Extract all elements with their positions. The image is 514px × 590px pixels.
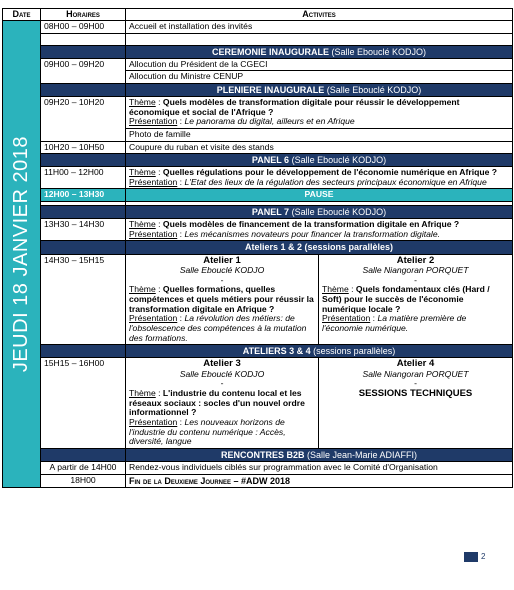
section-sub: (sessions parallèles) <box>304 242 394 253</box>
section-rencontres <box>126 448 513 461</box>
presentation-text: Le panorama du digital, ailleurs et en Afrique <box>184 116 355 127</box>
presentation-label: Présentation <box>129 416 178 427</box>
row-fin <box>3 474 513 487</box>
header-date: Date <box>3 9 41 21</box>
theme-text: Quels modèles de financement de la transformation digitale en Afrique ? <box>162 219 460 230</box>
row-panel6 <box>3 154 513 167</box>
header-row <box>3 9 513 21</box>
section-title: Ateliers 1 & 2 <box>244 242 302 253</box>
time-panel7: 13H30 – 14H30 <box>41 219 126 241</box>
atelier-3: Atelier 3 Salle Ebouclé KODJO - Thème : L'industrie du contenu local et les réseaux sociaux : socles d'un nouvel ordre informationnel ? Présentation : Les nouveaux horizons de l'industrie du contenu numérique : Accès, diversité, langue <box>126 358 319 449</box>
row-panel7-session <box>3 219 513 241</box>
theme-label: Thème <box>129 167 156 178</box>
atelier-text: SESSIONS TECHNIQUES <box>358 388 473 400</box>
activity-pause: PAUSE <box>126 189 513 202</box>
day-label: JEUDI 18 JANVIER 2018 <box>10 135 33 372</box>
theme-label: Thème <box>129 219 156 230</box>
activity-coupure: Coupure du ruban et visite des stands <box>126 141 513 154</box>
activity-rdv: Rendez-vous individuels ciblés sur programmation avec le Comité d'Organisation <box>126 461 513 474</box>
atelier-4 <box>319 358 513 449</box>
row-ateliers34-session <box>3 358 513 449</box>
section-title: ATELIERS 3 & 4 <box>242 346 311 357</box>
activity-fin: Fin de la Deuxieme Journee – #ADW 2018 <box>126 474 513 487</box>
theme-label: Thème <box>129 284 156 295</box>
time-alloc: 09H00 – 09H20 <box>41 58 126 83</box>
presentation-text: Les nouveaux horizons de l'industrie du contenu numérique : Accès, diversité, langue <box>129 416 286 447</box>
presentation-text: La matière première de l'économie numérique. <box>322 313 467 333</box>
section-room: (Salle Ebouclé KODJO) <box>326 84 422 95</box>
theme-text: Quels fondamentaux clés (Hard / Soft) pour le succès de l'économie numérique locale ? <box>322 284 490 314</box>
activity-accueil: Accueil et installation des invités <box>126 21 513 34</box>
activity-panel6: Thème : Quelles régulations pour le développement de l'économie numérique en Afrique ? Présentation : L'Etat des lieux de la régulation des secteurs principaux économique en Afrique <box>126 167 513 189</box>
theme-label: Thème <box>322 284 349 295</box>
section-pleniere <box>126 83 513 96</box>
time-panel6: 11H00 – 12H00 <box>41 167 126 189</box>
section-title: CEREMONIE INAUGURALE <box>211 46 329 57</box>
presentation-text: L'Etat des lieux de la régulation des secteurs principaux économique en Afrique <box>184 176 487 187</box>
atelier-dash: - <box>220 274 224 285</box>
section-room: (Salle Ebouclé KODJO) <box>331 46 427 57</box>
presentation-text: La révolution des métiers: de l'obsolescence des compétences à la mutation des formations. <box>129 313 307 343</box>
atelier-title: Atelier 1 <box>203 254 241 266</box>
section-title: PANEL 7 <box>251 207 290 218</box>
activity-alloc2: Allocution du Ministre CENUP <box>126 71 513 84</box>
row-accueil <box>3 21 513 34</box>
row-panel7 <box>3 206 513 219</box>
presentation-label: Présentation <box>129 116 178 127</box>
programme-table <box>2 8 513 488</box>
section-title: PANEL 6 <box>251 155 290 166</box>
section-ceremonie <box>126 45 513 58</box>
row-rdv <box>3 461 513 474</box>
row-ateliers12 <box>3 241 513 254</box>
section-room: (Salle Ebouclé KODJO) <box>291 155 387 166</box>
atelier-title: Atelier 4 <box>396 358 435 370</box>
atelier-title: Atelier 3 <box>203 358 241 370</box>
atelier-1: Atelier 1 Salle Ebouclé KODJO - Thème : Quelles formations, quelles compétences et quels métiers pour réussir la transformation digitale en Afrique ? Présentation : La révolution des métiers: de l'obsolescence des compétences à la mutation des formations. <box>126 254 319 345</box>
theme-label: Thème <box>129 388 156 399</box>
section-title: PLENIERE INAUGURALE <box>216 84 325 95</box>
time-rdv: A partir de 14H00 <box>41 461 126 474</box>
header-horaires: Horaires <box>41 9 126 21</box>
section-sub: (sessions parallèles) <box>313 346 396 357</box>
row-rencontres <box>3 448 513 461</box>
row-alloc1 <box>3 58 513 71</box>
presentation-label: Présentation <box>129 176 178 187</box>
time-fin: 18H00 <box>41 474 126 487</box>
row-pleniere-session <box>3 97 513 129</box>
header-activites: Activites <box>126 9 513 21</box>
theme-label: Thème <box>129 97 156 108</box>
section-panel6 <box>126 154 513 167</box>
section-room: (Salle Jean-Marie ADIAFFI) <box>307 449 418 460</box>
activity-pleniere: Thème : Quels modèles de transformation digitale pour réussir le développement économique et social de l'Afrique ? Présentation : Le panorama du digital, ailleurs et en Afrique <box>126 97 513 129</box>
row-panel6-session <box>3 167 513 189</box>
day-column <box>3 21 41 488</box>
time-accueil: 08H00 – 09H00 <box>41 21 126 34</box>
theme-text: Quelles formations, quelles compétences et quels métiers pour réussir la transformation digitale en Afrique ? <box>129 284 314 314</box>
atelier-room: Salle Niangoran PORQUET <box>362 265 469 276</box>
activity-alloc1: Allocution du Président de la CGECI <box>126 58 513 71</box>
time-ateliers34: 15H15 – 16H00 <box>41 358 126 449</box>
atelier-room: Salle Ebouclé KODJO <box>179 368 265 379</box>
atelier-2: Atelier 2 Salle Niangoran PORQUET - Thème : Quels fondamentaux clés (Hard / Soft) pour le succès de l'économie numérique locale ? Présentation : La matière première de l'économie numérique. <box>319 254 513 345</box>
section-ateliers34 <box>126 345 513 358</box>
presentation-label: Présentation <box>129 228 178 239</box>
activity-panel7: Thème : Quels modèles de financement de la transformation digitale en Afrique ? Présentation : Les mécanismes novateurs pour financer la transformation digitale. <box>126 219 513 241</box>
theme-text: Quelles régulations pour le développement de l'économie numérique en Afrique ? <box>162 167 497 178</box>
row-ateliers34 <box>3 345 513 358</box>
row-coupure <box>3 141 513 154</box>
theme-text: Quels modèles de transformation digitale pour réussir le développement économique et social de l'Afrique ? <box>129 97 460 117</box>
row-pleniere <box>3 83 513 96</box>
page-number-text: 2 <box>481 552 486 562</box>
section-ateliers12 <box>126 241 513 254</box>
time-pleniere: 09H20 – 10H20 <box>41 97 126 142</box>
section-room: (Salle Ebouclé KODJO) <box>291 207 387 218</box>
activity-photo: Photo de famille <box>126 128 513 141</box>
atelier-dash: - <box>220 378 224 389</box>
section-title: RENCONTRES B2B <box>220 449 305 460</box>
atelier-room: Salle Ebouclé KODJO <box>179 265 265 276</box>
atelier-dash: - <box>414 378 417 389</box>
presentation-label: Présentation <box>322 313 371 324</box>
time-pause: 12H00 – 13H30 <box>41 189 126 202</box>
row-ceremonie <box>3 45 513 58</box>
atelier-title: Atelier 2 <box>396 254 435 266</box>
presentation-label: Présentation <box>129 313 178 324</box>
presentation-text: Les mécanismes novateurs pour financer la transformation digitale. <box>184 228 440 239</box>
page-badge-icon <box>464 552 478 562</box>
time-ateliers12: 14H30 – 15H15 <box>41 254 126 345</box>
section-panel7 <box>126 206 513 219</box>
time-coupure: 10H20 – 10H50 <box>41 141 126 154</box>
row-spacer <box>3 33 513 45</box>
page-number <box>464 552 485 562</box>
atelier-room: Salle Niangoran PORQUET <box>362 368 469 379</box>
row-ateliers12-session <box>3 254 513 345</box>
row-pause <box>3 189 513 202</box>
atelier-dash: - <box>414 274 417 285</box>
theme-text: L'industrie du contenu local et les réseaux sociaux : socles d'un nouvel ordre informationnel ? <box>129 388 305 418</box>
